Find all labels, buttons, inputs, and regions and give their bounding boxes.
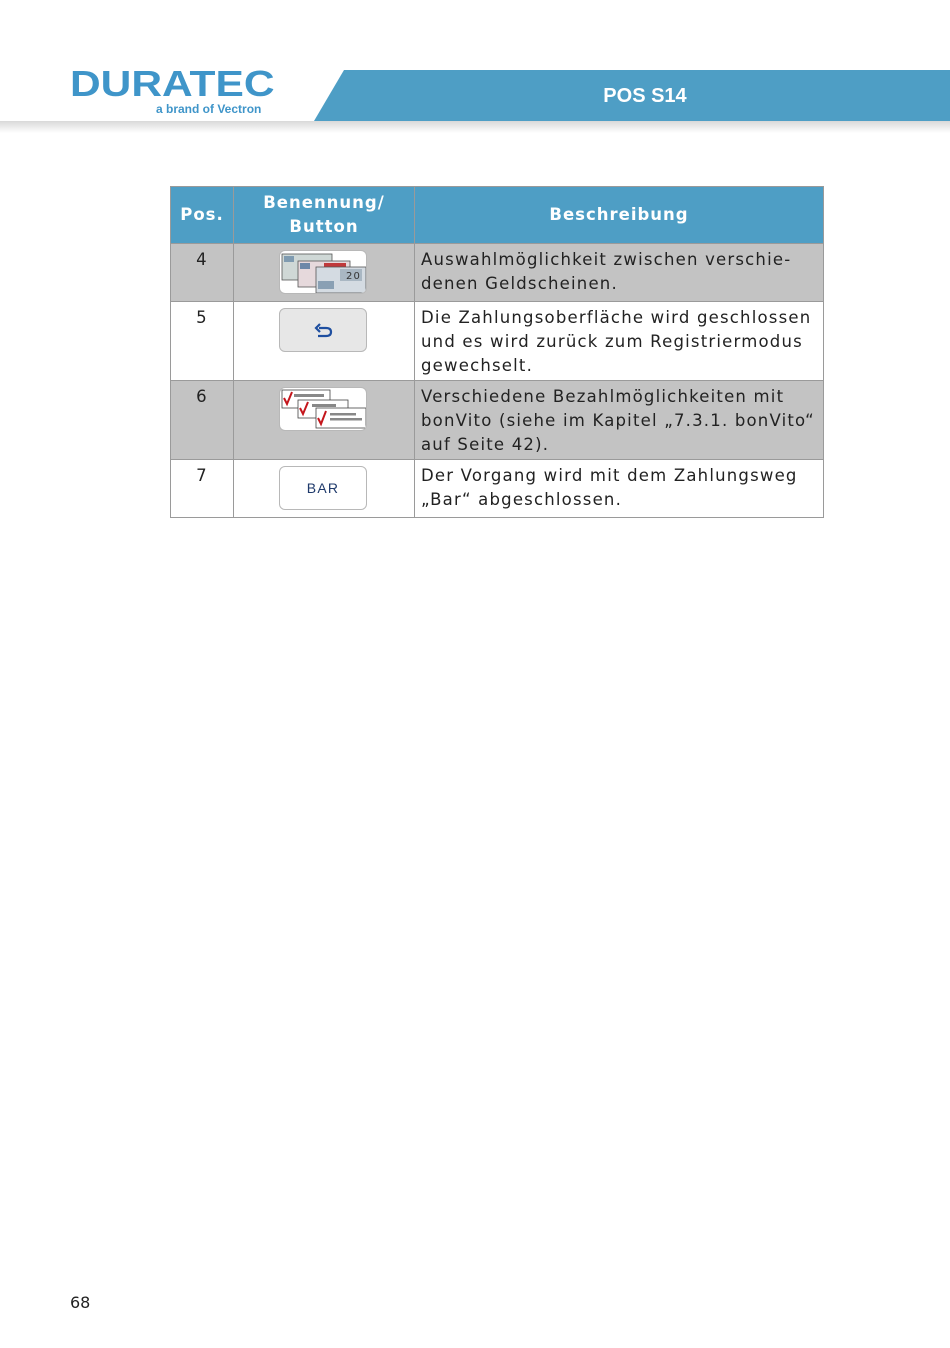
header-shadow — [0, 121, 950, 133]
return-arrow-icon — [280, 309, 367, 352]
bar-button-label: BAR — [306, 480, 340, 496]
row-button-cell — [234, 381, 415, 460]
row-button-cell — [234, 302, 415, 381]
column-header-pos: Pos. — [171, 187, 234, 244]
table-row — [171, 244, 824, 302]
row-description: Auswahlmöglichkeit zwischen verschie-denen Geldscheinen. — [415, 244, 824, 302]
row-pos: 5 — [171, 302, 234, 381]
svg-text:20: 20 — [346, 271, 362, 282]
table-row — [171, 302, 824, 381]
row-pos: 4 — [171, 244, 234, 302]
page-number: 68 — [70, 1293, 91, 1312]
table-row — [171, 460, 824, 518]
row-description: Der Vorgang wird mit dem Zahlungsweg „Bar“ abgeschlossen. — [415, 460, 824, 518]
column-header-button — [234, 187, 415, 244]
bar-button[interactable] — [279, 466, 367, 510]
logo-wordmark: DURATEC — [70, 63, 275, 104]
column-header-button-label: Benennung/ Button — [263, 193, 385, 236]
row-pos: 7 — [171, 460, 234, 518]
row-description: Die Zahlungsoberfläche wird geschlossen und es wird zurück zum Registriermodus gewechselt. — [415, 302, 824, 381]
button-description-table — [170, 186, 824, 518]
document-title: POS S14 — [603, 85, 687, 107]
bonvito-cards-icon — [280, 388, 367, 431]
row-pos: 6 — [171, 381, 234, 460]
logo-tagline: a brand of Vectron — [156, 102, 262, 116]
column-header-description: Beschreibung — [415, 187, 824, 244]
duratec-logo — [70, 64, 300, 120]
banknotes-icon — [280, 251, 367, 294]
page-header — [0, 0, 950, 132]
banknotes-button[interactable] — [279, 250, 367, 294]
bonvito-button[interactable] — [279, 387, 367, 431]
row-description: Verschiedene Bezahlmöglichkeiten mit bonVito (siehe im Kapitel „7.3.1. bonVito“ auf Seite 42). — [415, 381, 824, 460]
table-row — [171, 381, 824, 460]
row-button-cell — [234, 244, 415, 302]
row-button-cell — [234, 460, 415, 518]
return-button[interactable] — [279, 308, 367, 352]
